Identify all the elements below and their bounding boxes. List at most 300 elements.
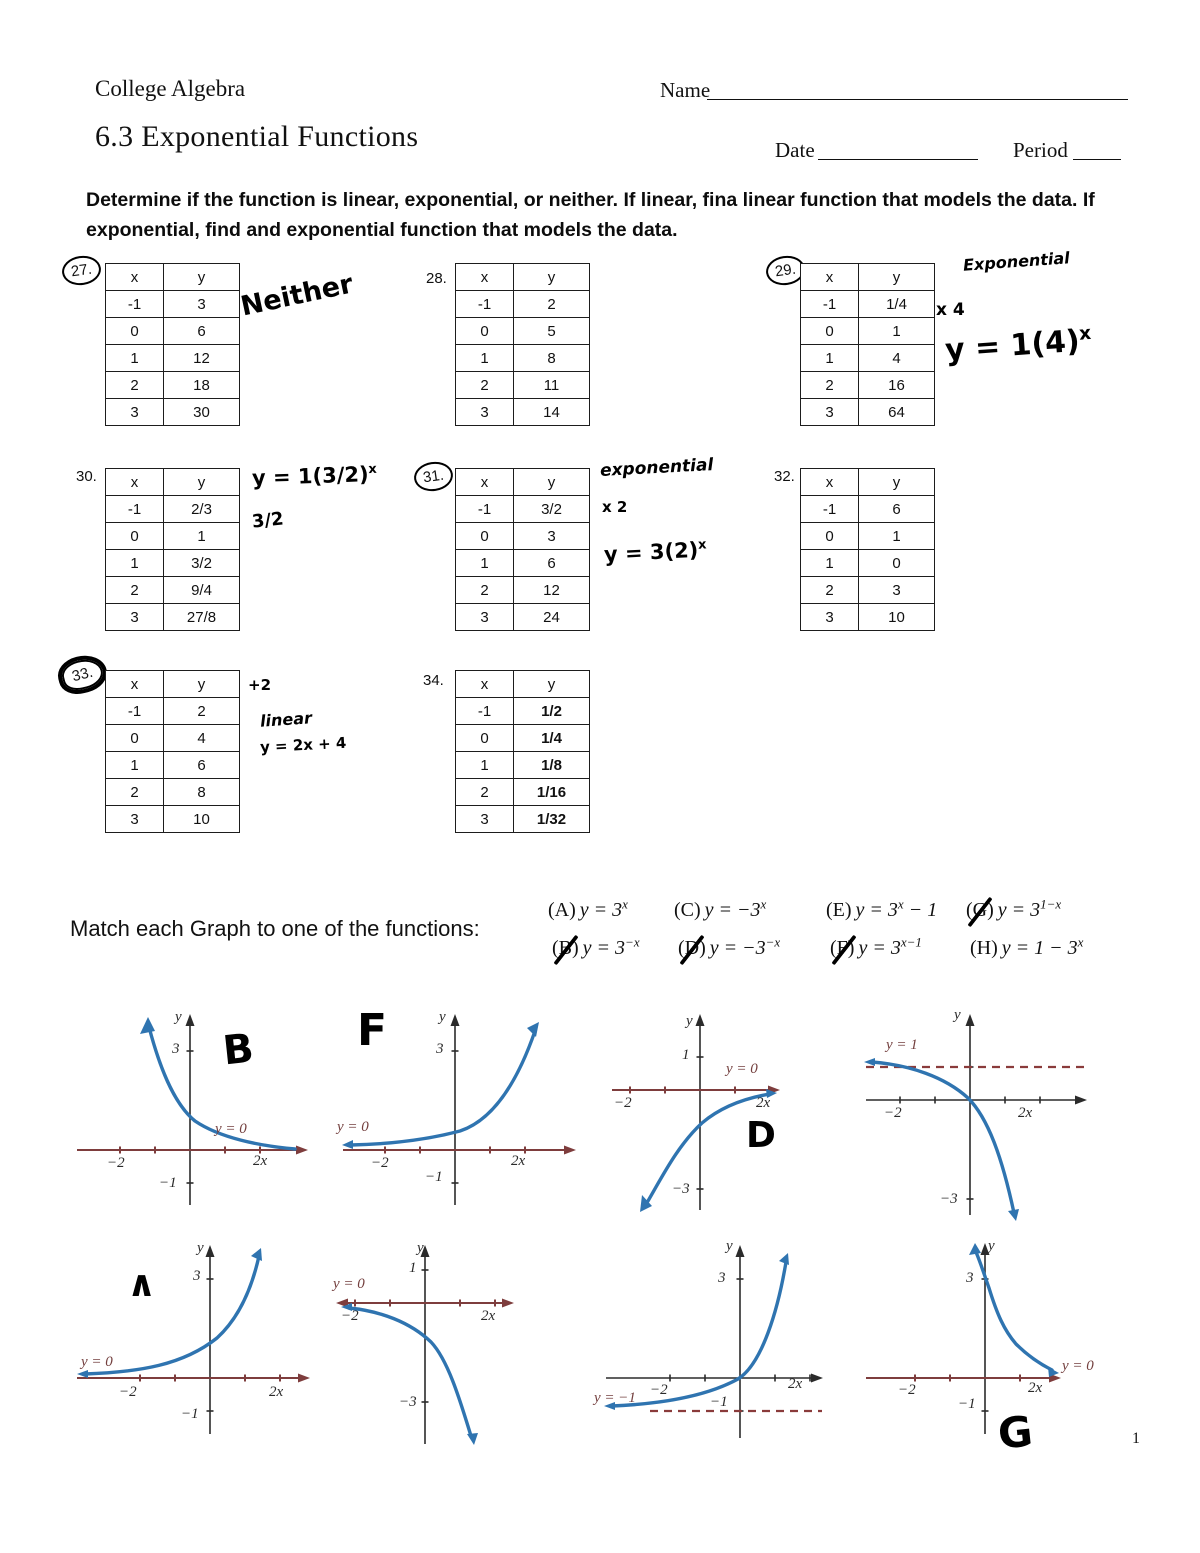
function-option-e bbox=[826, 896, 937, 922]
page-number: 1 bbox=[1132, 1430, 1140, 1447]
y-tick-label-neg: −1 bbox=[425, 1169, 443, 1185]
table-row bbox=[456, 523, 590, 550]
column-header-y: y bbox=[164, 469, 240, 496]
problem-32-number: 32. bbox=[774, 468, 795, 485]
function-pre: y = −3 bbox=[709, 936, 766, 959]
column-header-y: y bbox=[859, 469, 935, 496]
table-cell: -1 bbox=[456, 496, 514, 523]
handwritten-equation bbox=[944, 323, 1093, 368]
table-header-row bbox=[801, 469, 935, 496]
curve-arrow-left bbox=[864, 1058, 875, 1066]
period-blank-line bbox=[1073, 138, 1121, 160]
problem-27-number bbox=[62, 256, 101, 285]
column-header-y: y bbox=[859, 264, 935, 291]
table-cell: 3/2 bbox=[164, 550, 240, 577]
function-sup: x bbox=[622, 896, 628, 911]
table-cell: 3 bbox=[106, 604, 164, 631]
handwritten-multiplier: x 4 bbox=[936, 300, 965, 320]
table-cell: 3/2 bbox=[514, 496, 590, 523]
graph-canvas bbox=[590, 1005, 860, 1233]
instructions-text: Determine if the function is linear, exponential, or neither. If linear, fina linear function that models the data. If exponential, find and exponential function that models the data. bbox=[86, 189, 1095, 242]
x-axis bbox=[77, 1147, 301, 1154]
problem-34-table bbox=[455, 670, 590, 833]
curve-arrow-left bbox=[77, 1370, 88, 1378]
table-cell: 2 bbox=[801, 372, 859, 399]
table-header-row bbox=[801, 264, 935, 291]
y-axis-arrow bbox=[186, 1014, 195, 1026]
table-header-row bbox=[106, 469, 240, 496]
column-header-x: x bbox=[456, 671, 514, 698]
x-tick-label-pos: 2x bbox=[511, 1153, 526, 1169]
column-header-y: y bbox=[164, 264, 240, 291]
handwritten-match-letter: B bbox=[220, 1025, 256, 1075]
x-tick-label-neg: −2 bbox=[371, 1155, 389, 1171]
table-cell: 0 bbox=[106, 523, 164, 550]
table-cell: 1 bbox=[801, 345, 859, 372]
table-cell: 1 bbox=[801, 550, 859, 577]
table-row bbox=[106, 318, 240, 345]
function-sup: x−1 bbox=[900, 934, 922, 949]
function-pre: y = 3 bbox=[855, 898, 898, 921]
y-axis-label: y bbox=[988, 1238, 995, 1254]
hand-circle-mark: 29. bbox=[764, 253, 807, 287]
y-axis-label: y bbox=[175, 1009, 182, 1025]
function-pre: y = 3 bbox=[858, 936, 901, 959]
handwritten-equation bbox=[252, 462, 378, 490]
table-cell: 6 bbox=[164, 318, 240, 345]
asymptote-label: y = 1 bbox=[886, 1037, 918, 1053]
column-header-y: y bbox=[164, 671, 240, 698]
function-pre: y = 1 − 3 bbox=[1001, 936, 1078, 959]
table-cell: 2 bbox=[456, 372, 514, 399]
x-tick-label-neg: −2 bbox=[898, 1382, 916, 1398]
column-header-x: x bbox=[456, 469, 514, 496]
table-header-row bbox=[456, 264, 590, 291]
table-cell: 8 bbox=[164, 779, 240, 806]
graph-4 bbox=[850, 1005, 1120, 1233]
graph-5 bbox=[55, 1238, 325, 1466]
table-row bbox=[456, 372, 590, 399]
table-cell: 2 bbox=[514, 291, 590, 318]
table-cell: 0 bbox=[106, 318, 164, 345]
table-cell: 2 bbox=[106, 577, 164, 604]
x-tick-label-pos: 2x bbox=[1028, 1380, 1043, 1396]
table-row bbox=[456, 806, 590, 833]
column-header-y: y bbox=[514, 671, 590, 698]
table-cell: 0 bbox=[859, 550, 935, 577]
table-row bbox=[106, 752, 240, 779]
x-tick-label-pos: 2x bbox=[756, 1095, 771, 1111]
table-cell: 1 bbox=[859, 523, 935, 550]
table-cell: -1 bbox=[456, 698, 514, 725]
function-tag: (D) bbox=[678, 936, 706, 959]
table-header-row bbox=[456, 671, 590, 698]
table-cell: 0 bbox=[456, 318, 514, 345]
curve-arrow-top bbox=[251, 1248, 262, 1261]
y-axis-label: y bbox=[726, 1238, 733, 1254]
x-axis bbox=[866, 1375, 1054, 1382]
table-row bbox=[456, 550, 590, 577]
curve-arrow-left bbox=[342, 1140, 353, 1149]
function-pre: y = −3 bbox=[704, 898, 761, 921]
table-row bbox=[456, 399, 590, 426]
table-cell: 12 bbox=[164, 345, 240, 372]
hand-scribble-mark: 33. bbox=[54, 651, 110, 699]
table-cell: 3 bbox=[801, 399, 859, 426]
table-row bbox=[801, 372, 935, 399]
y-axis-label: y bbox=[686, 1013, 693, 1029]
table-row bbox=[106, 577, 240, 604]
hand-circle-mark: 27. bbox=[60, 253, 103, 287]
table-cell: 3 bbox=[456, 604, 514, 631]
y-axis-label: y bbox=[197, 1240, 204, 1256]
table-cell: 0 bbox=[801, 318, 859, 345]
table-cell: 3 bbox=[859, 577, 935, 604]
y-tick-label-neg: −3 bbox=[940, 1191, 958, 1207]
table-cell: 1/2 bbox=[514, 698, 590, 725]
x-axis bbox=[77, 1375, 303, 1382]
table-cell: 1 bbox=[456, 550, 514, 577]
y-tick-label-neg: −1 bbox=[958, 1396, 976, 1412]
table-row bbox=[801, 345, 935, 372]
function-sup: x bbox=[1077, 934, 1084, 949]
table-cell: 1 bbox=[106, 752, 164, 779]
y-tick-label: 3 bbox=[966, 1270, 974, 1286]
name-blank-line bbox=[707, 78, 1128, 100]
problem-30-table bbox=[105, 468, 240, 631]
table-row bbox=[106, 399, 240, 426]
handwritten-answer-linear: linear bbox=[259, 708, 313, 731]
function-tag: (A) bbox=[548, 898, 576, 921]
asymptote-label: y = 0 bbox=[81, 1354, 113, 1370]
table-cell: 27/8 bbox=[164, 604, 240, 631]
table-cell: 3 bbox=[164, 291, 240, 318]
curve bbox=[976, 1252, 1052, 1370]
y-axis-label: y bbox=[417, 1240, 424, 1256]
function-option-a bbox=[548, 896, 628, 922]
handwritten-answer-neither: Neither bbox=[238, 268, 356, 323]
graph-6 bbox=[325, 1238, 595, 1466]
table-cell: 30 bbox=[164, 399, 240, 426]
problem-27-table bbox=[105, 263, 240, 426]
y-tick-label: 1 bbox=[682, 1047, 690, 1063]
function-option-f bbox=[830, 934, 922, 960]
problem-28-number: 28. bbox=[426, 270, 447, 287]
function-sup: x bbox=[760, 896, 767, 911]
handwritten-equation bbox=[260, 734, 347, 756]
function-option-d bbox=[678, 934, 780, 960]
function-pre: y = 3 bbox=[997, 898, 1041, 921]
table-cell: 3 bbox=[456, 806, 514, 833]
table-cell: 1 bbox=[456, 752, 514, 779]
y-axis-arrow bbox=[736, 1245, 745, 1257]
handwritten-match-letter: F bbox=[357, 1005, 388, 1056]
graph-1 bbox=[55, 1005, 325, 1233]
y-axis-arrow bbox=[696, 1014, 705, 1026]
function-sup: 1−x bbox=[1040, 896, 1062, 911]
table-row bbox=[456, 779, 590, 806]
handwritten-equation bbox=[603, 537, 707, 566]
x-axis-arrow-right bbox=[502, 1299, 514, 1308]
y-tick-label-neg: −3 bbox=[672, 1181, 690, 1197]
table-row bbox=[801, 550, 935, 577]
x-tick-label-pos: 2x bbox=[269, 1384, 284, 1400]
x-tick-label-pos: 2x bbox=[481, 1308, 496, 1324]
x-axis-arrow bbox=[811, 1374, 823, 1383]
column-header-x: x bbox=[106, 469, 164, 496]
table-cell: 10 bbox=[164, 806, 240, 833]
problem-29-table bbox=[800, 263, 935, 426]
table-cell: 1 bbox=[456, 345, 514, 372]
curve-arrow bbox=[140, 1017, 155, 1034]
handwritten-match-letter: D bbox=[746, 1115, 776, 1156]
table-cell: 9/4 bbox=[164, 577, 240, 604]
graph-canvas bbox=[55, 1238, 325, 1466]
equation-base: y = 3(2) bbox=[603, 537, 699, 567]
table-cell: 2 bbox=[106, 779, 164, 806]
y-axis bbox=[697, 1021, 704, 1210]
table-cell: 3 bbox=[456, 399, 514, 426]
y-axis bbox=[452, 1021, 459, 1205]
x-tick-label-neg: −2 bbox=[107, 1155, 125, 1171]
y-axis-arrow bbox=[206, 1245, 215, 1257]
table-row bbox=[456, 725, 590, 752]
table-cell: 11 bbox=[514, 372, 590, 399]
equation-base: y = 2x + 4 bbox=[259, 733, 347, 757]
table-cell: 2 bbox=[801, 577, 859, 604]
table-row bbox=[801, 399, 935, 426]
table-cell: 1/16 bbox=[514, 779, 590, 806]
function-option-h bbox=[970, 934, 1083, 960]
x-axis bbox=[612, 1087, 772, 1094]
curve-arrow-bottom bbox=[1008, 1209, 1019, 1221]
table-row bbox=[456, 698, 590, 725]
table-row bbox=[456, 496, 590, 523]
curve-arrow-bottom bbox=[467, 1433, 478, 1445]
function-option-c bbox=[674, 896, 766, 922]
equation-exponent: x bbox=[368, 461, 378, 478]
curve-arrow-top bbox=[779, 1253, 789, 1265]
graph-2 bbox=[325, 1005, 595, 1233]
table-row bbox=[456, 291, 590, 318]
table-cell: 24 bbox=[514, 604, 590, 631]
table-row bbox=[106, 550, 240, 577]
table-row bbox=[106, 779, 240, 806]
function-pre: y = 3 bbox=[579, 898, 623, 921]
table-cell: 0 bbox=[456, 523, 514, 550]
function-sup: x bbox=[897, 896, 904, 911]
function-tag: (C) bbox=[674, 898, 701, 921]
graph-canvas bbox=[55, 1005, 325, 1233]
curve bbox=[349, 1308, 471, 1436]
table-cell: -1 bbox=[106, 698, 164, 725]
table-row bbox=[801, 523, 935, 550]
equation-base: y = 1(3/2) bbox=[251, 462, 369, 491]
table-row bbox=[106, 725, 240, 752]
table-cell: 1/32 bbox=[514, 806, 590, 833]
x-axis bbox=[606, 1375, 816, 1382]
problem-32-table bbox=[800, 468, 935, 631]
table-header-row bbox=[106, 264, 240, 291]
table-cell: 12 bbox=[514, 577, 590, 604]
table-cell: 1/4 bbox=[514, 725, 590, 752]
y-tick-label: 1 bbox=[409, 1260, 417, 1276]
y-tick-label-neg: −1 bbox=[710, 1394, 728, 1410]
x-tick-label-pos: 2x bbox=[788, 1376, 803, 1392]
graph-7 bbox=[590, 1238, 860, 1466]
table-row bbox=[106, 523, 240, 550]
handwritten-match-letter: ∧ bbox=[127, 1264, 157, 1305]
table-cell: 6 bbox=[859, 496, 935, 523]
table-cell: 3 bbox=[514, 523, 590, 550]
table-cell: 5 bbox=[514, 318, 590, 345]
function-option-g bbox=[966, 896, 1061, 922]
asymptote-label: y = 0 bbox=[726, 1061, 758, 1077]
asymptote-label: y = 0 bbox=[1062, 1358, 1094, 1374]
problem-31-number bbox=[414, 462, 453, 491]
table-cell: 10 bbox=[859, 604, 935, 631]
table-cell: 8 bbox=[514, 345, 590, 372]
table-row bbox=[801, 291, 935, 318]
table-cell: 3 bbox=[801, 604, 859, 631]
page-title: 6.3 Exponential Functions bbox=[95, 120, 419, 153]
y-tick-label: 3 bbox=[436, 1041, 444, 1057]
asymptote-label: y = 0 bbox=[337, 1119, 369, 1135]
table-row bbox=[106, 698, 240, 725]
table-cell: 3 bbox=[106, 399, 164, 426]
x-tick-label-neg: −2 bbox=[119, 1384, 137, 1400]
table-row bbox=[801, 318, 935, 345]
table-row bbox=[456, 318, 590, 345]
date-label: Date bbox=[775, 138, 815, 162]
graph-canvas bbox=[850, 1238, 1120, 1466]
y-axis-label: y bbox=[439, 1009, 446, 1025]
y-axis-label: y bbox=[954, 1007, 961, 1023]
graph-3 bbox=[590, 1005, 860, 1233]
table-cell: 14 bbox=[514, 399, 590, 426]
problem-33-table bbox=[105, 670, 240, 833]
course-title: College Algebra bbox=[95, 76, 246, 101]
table-cell: 2 bbox=[456, 779, 514, 806]
table-row bbox=[801, 496, 935, 523]
table-cell: 0 bbox=[456, 725, 514, 752]
hand-circle-mark: 31. bbox=[412, 459, 455, 493]
graph-8 bbox=[850, 1238, 1120, 1466]
asymptote-label: y = −1 bbox=[594, 1390, 636, 1406]
table-row bbox=[106, 604, 240, 631]
table-cell: 2 bbox=[456, 577, 514, 604]
table-cell: 1 bbox=[106, 550, 164, 577]
column-header-x: x bbox=[106, 671, 164, 698]
table-cell: -1 bbox=[801, 291, 859, 318]
function-pre: y = 3 bbox=[582, 936, 626, 959]
y-tick-label: 3 bbox=[718, 1270, 726, 1286]
table-cell: 1 bbox=[106, 345, 164, 372]
y-axis-arrow bbox=[451, 1014, 460, 1026]
problem-33-number bbox=[58, 656, 107, 693]
table-cell: 4 bbox=[859, 345, 935, 372]
table-row bbox=[106, 806, 240, 833]
equation-exponent: x bbox=[697, 537, 707, 553]
column-header-x: x bbox=[801, 264, 859, 291]
period-label: Period bbox=[1013, 138, 1068, 162]
equation-exponent: x bbox=[1078, 322, 1092, 345]
handwritten-multiplier: x 2 bbox=[602, 498, 628, 516]
table-cell: 1/4 bbox=[859, 291, 935, 318]
table-row bbox=[106, 291, 240, 318]
date-blank-line bbox=[818, 138, 978, 160]
table-row bbox=[456, 577, 590, 604]
table-cell: -1 bbox=[456, 291, 514, 318]
table-header-row bbox=[456, 469, 590, 496]
table-row bbox=[456, 752, 590, 779]
name-label: Name bbox=[660, 78, 711, 102]
table-row bbox=[456, 345, 590, 372]
handwritten-match-letter: G bbox=[995, 1406, 1035, 1459]
x-axis-arrow bbox=[298, 1374, 310, 1383]
handwritten-answer-exponential: Exponential bbox=[962, 248, 1071, 275]
column-header-y: y bbox=[514, 264, 590, 291]
x-axis-arrow bbox=[564, 1146, 576, 1155]
x-axis-arrow bbox=[296, 1146, 308, 1155]
function-sup: −x bbox=[625, 934, 640, 949]
function-tag: (B) bbox=[552, 936, 579, 959]
column-header-x: x bbox=[801, 469, 859, 496]
table-cell: 1 bbox=[859, 318, 935, 345]
y-tick-label-neg: −1 bbox=[181, 1406, 199, 1422]
table-row bbox=[456, 604, 590, 631]
y-tick-label: 3 bbox=[172, 1041, 180, 1057]
asymptote-label: y = 0 bbox=[333, 1276, 365, 1292]
column-header-y: y bbox=[514, 469, 590, 496]
table-cell: 0 bbox=[106, 725, 164, 752]
handwritten-answer-exponential: exponential bbox=[599, 455, 714, 481]
table-cell: 1/8 bbox=[514, 752, 590, 779]
match-prompt: Match each Graph to one of the functions: bbox=[70, 916, 480, 941]
asymptote-label: y = 0 bbox=[215, 1121, 247, 1137]
x-axis bbox=[343, 1147, 569, 1154]
y-axis bbox=[967, 1021, 974, 1215]
graph-canvas bbox=[325, 1238, 595, 1466]
table-cell: 3 bbox=[106, 806, 164, 833]
x-axis-arrow bbox=[1075, 1096, 1087, 1105]
table-cell: 0 bbox=[801, 523, 859, 550]
function-post: − 1 bbox=[903, 898, 938, 921]
table-cell: -1 bbox=[106, 291, 164, 318]
table-cell: 16 bbox=[859, 372, 935, 399]
function-sup: −x bbox=[765, 934, 781, 949]
curve bbox=[612, 1262, 786, 1406]
column-header-x: x bbox=[456, 264, 514, 291]
x-tick-label-neg: −2 bbox=[614, 1095, 632, 1111]
function-tag: (G) bbox=[966, 898, 994, 921]
handwritten-fraction: 3/2 bbox=[250, 508, 285, 533]
table-header-row bbox=[106, 671, 240, 698]
table-cell: -1 bbox=[801, 496, 859, 523]
equation-base: y = 1(4) bbox=[943, 323, 1081, 369]
column-header-x: x bbox=[106, 264, 164, 291]
function-tag: (H) bbox=[970, 936, 998, 959]
function-tag: (E) bbox=[826, 898, 852, 921]
y-tick-label-neg: −3 bbox=[399, 1394, 417, 1410]
y-tick-label-neg: −1 bbox=[159, 1175, 177, 1191]
table-cell: 64 bbox=[859, 399, 935, 426]
table-cell: 18 bbox=[164, 372, 240, 399]
table-row bbox=[801, 604, 935, 631]
x-tick-label-pos: 2x bbox=[253, 1153, 268, 1169]
problem-30-number: 30. bbox=[76, 468, 97, 485]
table-cell: 6 bbox=[514, 550, 590, 577]
